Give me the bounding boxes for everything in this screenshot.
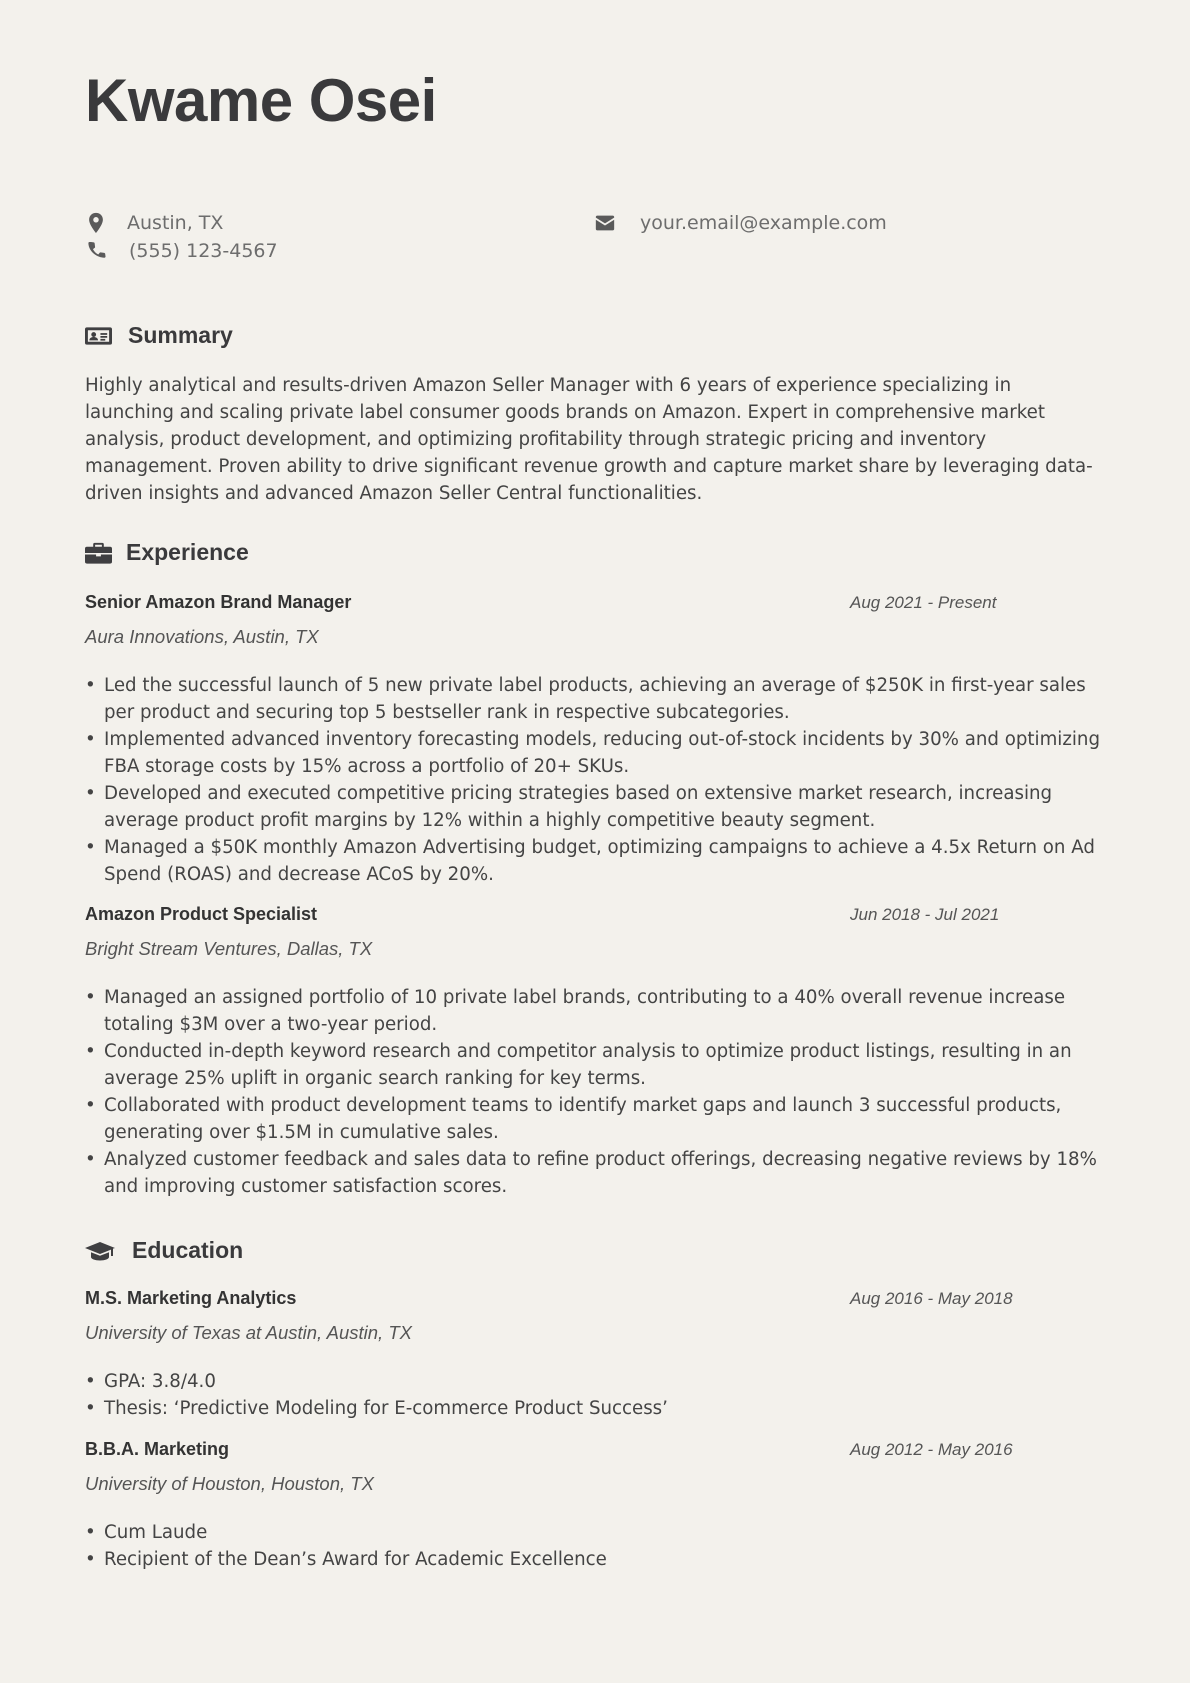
degree-title: M.S. Marketing Analytics <box>85 1288 297 1308</box>
job-title: Senior Amazon Brand Manager <box>85 592 352 612</box>
job-title: Amazon Product Specialist <box>85 904 318 924</box>
list-item: • GPA: 3.8/4.0 <box>85 1368 1110 1395</box>
job-company: Bright Stream Ventures, Dallas, TX <box>85 938 373 959</box>
list-item: • Analyzed customer feedback and sales data to refine product offerings, decreasing negative reviews by 18% and improving customer satisfaction scores. <box>85 1146 1110 1200</box>
job-bullets <box>85 984 1110 1200</box>
experience-heading <box>85 539 249 566</box>
list-item: • Recipient of the Dean’s Award for Academic Excellence <box>85 1546 1110 1573</box>
contact-phone <box>85 240 278 262</box>
list-item: • Managed an assigned portfolio of 10 private label brands, contributing to a 40% overall revenue increase totaling $3M over a two-year period. <box>85 984 1110 1038</box>
degree-dates: Aug 2016 - May 2018 <box>850 1289 1013 1308</box>
degree-dates: Aug 2012 - May 2016 <box>850 1440 1013 1459</box>
id-card-icon <box>85 324 112 348</box>
list-item: • Developed and executed competitive pricing strategies based on extensive market research, increasing average product profit margins by 12% within a highly competitive beauty segment. <box>85 780 1110 834</box>
contact-email <box>594 212 887 234</box>
summary-title: Summary <box>128 322 233 348</box>
job-dates: Aug 2021 - Present <box>850 593 997 612</box>
job-company: Aura Innovations, Austin, TX <box>85 626 319 647</box>
list-item: • Led the successful launch of 5 new private label products, achieving an average of $250K in first-year sales per product and securing top 5 bestseller rank in respective subcategories. <box>85 672 1110 726</box>
degree-title: B.B.A. Marketing <box>85 1439 230 1459</box>
list-item: • Implemented advanced inventory forecasting models, reducing out-of-stock incidents by 30% and optimizing FBA storage costs by 15% across a portfolio of 20+ SKUs. <box>85 726 1110 780</box>
list-item: • Managed a $50K monthly Amazon Advertising budget, optimizing campaigns to achieve a 4.5x Return on Ad Spend (ROAS) and decrease ACoS by 20%. <box>85 834 1110 888</box>
degree-school: University of Houston, Houston, TX <box>85 1473 374 1494</box>
job-dates: Jun 2018 - Jul 2021 <box>850 905 1000 924</box>
phone-icon <box>85 240 107 262</box>
education-heading <box>85 1237 243 1264</box>
list-item: • Cum Laude <box>85 1519 1110 1546</box>
job-bullets <box>85 672 1110 888</box>
experience-title: Experience <box>126 539 249 565</box>
briefcase-icon <box>85 541 112 565</box>
degree-school: University of Texas at Austin, Austin, TX <box>85 1322 412 1343</box>
list-item: • Thesis: ‘Predictive Modeling for E-commerce Product Success’ <box>85 1395 1110 1422</box>
contact-location <box>85 212 223 234</box>
degree-bullets <box>85 1519 1110 1573</box>
location-text: Austin, TX <box>127 212 224 234</box>
summary-text: Highly analytical and results-driven Amazon Seller Manager with 6 years of experience specializing in launching and scaling private label consumer goods brands on Amazon. Expert in comprehensive market analysis, product development, and optimizing profitability through strategic pricing and inventory management. Proven ability to drive significant revenue growth and capture market share by leveraging data-driven insights and advanced Amazon Seller Central functionalities. <box>85 375 1093 504</box>
summary-heading <box>85 322 233 349</box>
map-marker-icon <box>85 212 107 234</box>
list-item: • Collaborated with product development teams to identify market gaps and launch 3 successful products, generating over $1.5M in cumulative sales. <box>85 1092 1110 1146</box>
resume-name: Kwame Osei <box>85 67 437 134</box>
phone-text: (555) 123-4567 <box>129 240 278 262</box>
email-link[interactable]: your.email@example.com <box>640 212 887 234</box>
degree-bullets <box>85 1368 1110 1422</box>
graduation-cap-icon <box>85 1239 115 1263</box>
education-title: Education <box>132 1237 244 1263</box>
envelope-icon <box>594 212 616 234</box>
list-item: • Conducted in-depth keyword research and competitor analysis to optimize product listings, resulting in an average 25% uplift in organic search ranking for key terms. <box>85 1038 1110 1092</box>
